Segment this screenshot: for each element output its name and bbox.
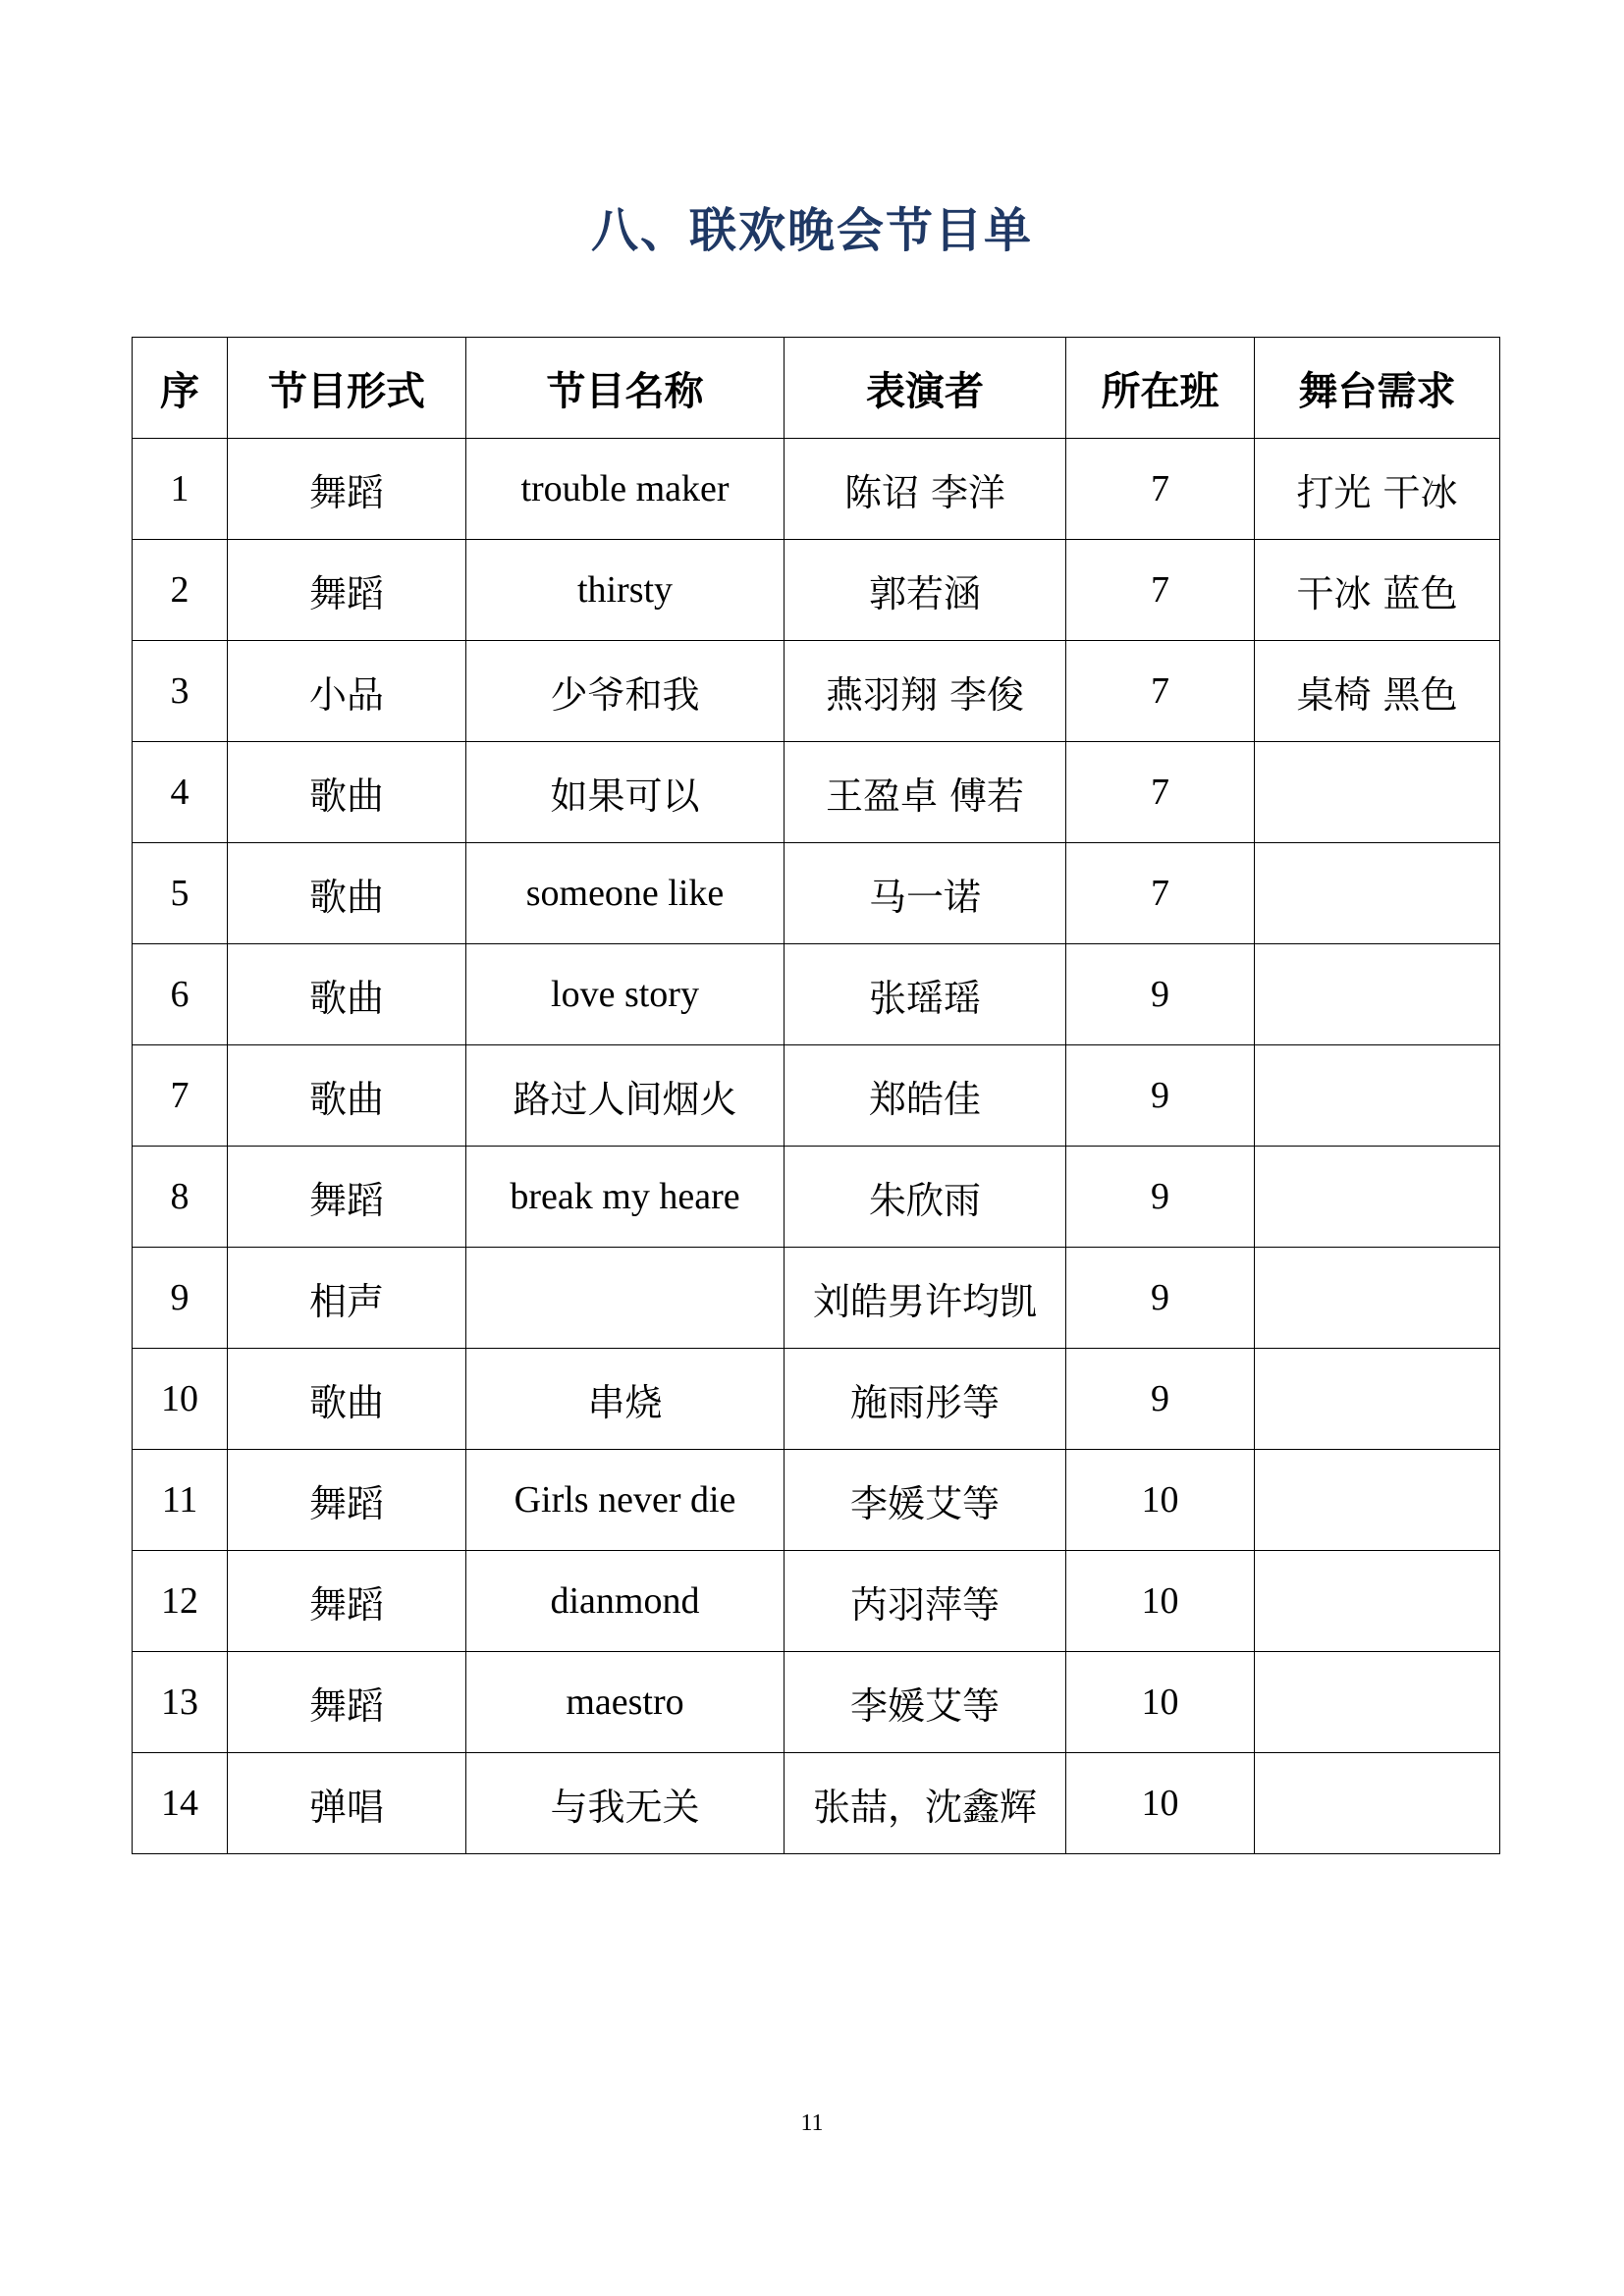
cell-class: 7 — [1066, 540, 1255, 641]
header-stage: 舞台需求 — [1255, 338, 1500, 439]
cell-name: someone like — [466, 843, 785, 944]
cell-stage — [1255, 1753, 1500, 1854]
cell-seq: 13 — [133, 1652, 228, 1753]
cell-form: 歌曲 — [228, 1045, 466, 1147]
cell-performer: 刘皓男许均凯 — [785, 1248, 1066, 1349]
cell-class: 9 — [1066, 944, 1255, 1045]
cell-stage: 打光 干冰 — [1255, 439, 1500, 540]
cell-form: 相声 — [228, 1248, 466, 1349]
cell-stage: 干冰 蓝色 — [1255, 540, 1500, 641]
cell-form: 小品 — [228, 641, 466, 742]
cell-form: 歌曲 — [228, 1349, 466, 1450]
table-row — [133, 439, 1500, 540]
cell-name: love story — [466, 944, 785, 1045]
cell-name: 路过人间烟火 — [466, 1045, 785, 1147]
cell-class: 9 — [1066, 1045, 1255, 1147]
cell-seq: 2 — [133, 540, 228, 641]
cell-form: 歌曲 — [228, 843, 466, 944]
cell-stage — [1255, 1652, 1500, 1753]
cell-performer: 朱欣雨 — [785, 1147, 1066, 1248]
cell-class: 9 — [1066, 1248, 1255, 1349]
table-row — [133, 944, 1500, 1045]
cell-performer: 郑皓佳 — [785, 1045, 1066, 1147]
cell-form: 舞蹈 — [228, 1551, 466, 1652]
table-row — [133, 742, 1500, 843]
cell-name: 如果可以 — [466, 742, 785, 843]
cell-performer: 张瑶瑶 — [785, 944, 1066, 1045]
cell-name: break my heare — [466, 1147, 785, 1248]
cell-class: 10 — [1066, 1753, 1255, 1854]
cell-performer: 芮羽萍等 — [785, 1551, 1066, 1652]
cell-stage — [1255, 742, 1500, 843]
program-table — [132, 337, 1500, 1854]
cell-stage — [1255, 1349, 1500, 1450]
cell-form: 弹唱 — [228, 1753, 466, 1854]
cell-form: 舞蹈 — [228, 540, 466, 641]
cell-performer: 郭若涵 — [785, 540, 1066, 641]
cell-class: 7 — [1066, 641, 1255, 742]
cell-class: 7 — [1066, 439, 1255, 540]
cell-stage — [1255, 1147, 1500, 1248]
cell-name: trouble maker — [466, 439, 785, 540]
cell-stage — [1255, 1450, 1500, 1551]
table-row — [133, 540, 1500, 641]
cell-seq: 8 — [133, 1147, 228, 1248]
cell-class: 9 — [1066, 1349, 1255, 1450]
cell-name: thirsty — [466, 540, 785, 641]
cell-stage — [1255, 1551, 1500, 1652]
table-header-row — [133, 338, 1500, 439]
cell-performer: 王盈卓 傅若 — [785, 742, 1066, 843]
cell-seq: 5 — [133, 843, 228, 944]
table-row — [133, 1045, 1500, 1147]
table-row — [133, 1147, 1500, 1248]
cell-name: 与我无关 — [466, 1753, 785, 1854]
cell-class: 10 — [1066, 1652, 1255, 1753]
cell-seq: 12 — [133, 1551, 228, 1652]
header-name: 节目名称 — [466, 338, 785, 439]
cell-stage — [1255, 843, 1500, 944]
table-row — [133, 1450, 1500, 1551]
cell-form: 舞蹈 — [228, 439, 466, 540]
table-row — [133, 1551, 1500, 1652]
cell-seq: 7 — [133, 1045, 228, 1147]
cell-performer: 马一诺 — [785, 843, 1066, 944]
cell-class: 7 — [1066, 843, 1255, 944]
cell-seq: 3 — [133, 641, 228, 742]
cell-name: 少爷和我 — [466, 641, 785, 742]
cell-stage — [1255, 944, 1500, 1045]
cell-name — [466, 1248, 785, 1349]
table-row — [133, 1248, 1500, 1349]
table-row — [133, 641, 1500, 742]
cell-seq: 4 — [133, 742, 228, 843]
header-form: 节目形式 — [228, 338, 466, 439]
cell-name: maestro — [466, 1652, 785, 1753]
cell-form: 歌曲 — [228, 742, 466, 843]
cell-stage — [1255, 1045, 1500, 1147]
table-row — [133, 1753, 1500, 1854]
page-title: 八、联欢晚会节目单 — [590, 203, 1033, 258]
cell-seq: 10 — [133, 1349, 228, 1450]
cell-performer: 陈诏 李洋 — [785, 439, 1066, 540]
cell-class: 10 — [1066, 1551, 1255, 1652]
table-row — [133, 1349, 1500, 1450]
table-row — [133, 1652, 1500, 1753]
cell-seq: 14 — [133, 1753, 228, 1854]
cell-performer: 李媛艾等 — [785, 1652, 1066, 1753]
cell-form: 舞蹈 — [228, 1147, 466, 1248]
cell-performer: 燕羽翔 李俊 — [785, 641, 1066, 742]
cell-form: 舞蹈 — [228, 1450, 466, 1551]
cell-name: 串烧 — [466, 1349, 785, 1450]
page-number: 11 — [800, 2110, 824, 2136]
cell-performer: 李媛艾等 — [785, 1450, 1066, 1551]
cell-seq: 9 — [133, 1248, 228, 1349]
cell-stage — [1255, 1248, 1500, 1349]
cell-seq: 11 — [133, 1450, 228, 1551]
cell-name: Girls never die — [466, 1450, 785, 1551]
cell-performer: 施雨彤等 — [785, 1349, 1066, 1450]
cell-form: 歌曲 — [228, 944, 466, 1045]
header-seq: 序 — [133, 338, 228, 439]
cell-seq: 6 — [133, 944, 228, 1045]
cell-performer: 张喆，沈鑫辉 — [785, 1753, 1066, 1854]
header-class: 所在班 — [1066, 338, 1255, 439]
cell-class: 10 — [1066, 1450, 1255, 1551]
cell-form: 舞蹈 — [228, 1652, 466, 1753]
header-performer: 表演者 — [785, 338, 1066, 439]
cell-class: 9 — [1066, 1147, 1255, 1248]
cell-seq: 1 — [133, 439, 228, 540]
table-row — [133, 843, 1500, 944]
cell-class: 7 — [1066, 742, 1255, 843]
cell-stage: 桌椅 黑色 — [1255, 641, 1500, 742]
cell-name: dianmond — [466, 1551, 785, 1652]
